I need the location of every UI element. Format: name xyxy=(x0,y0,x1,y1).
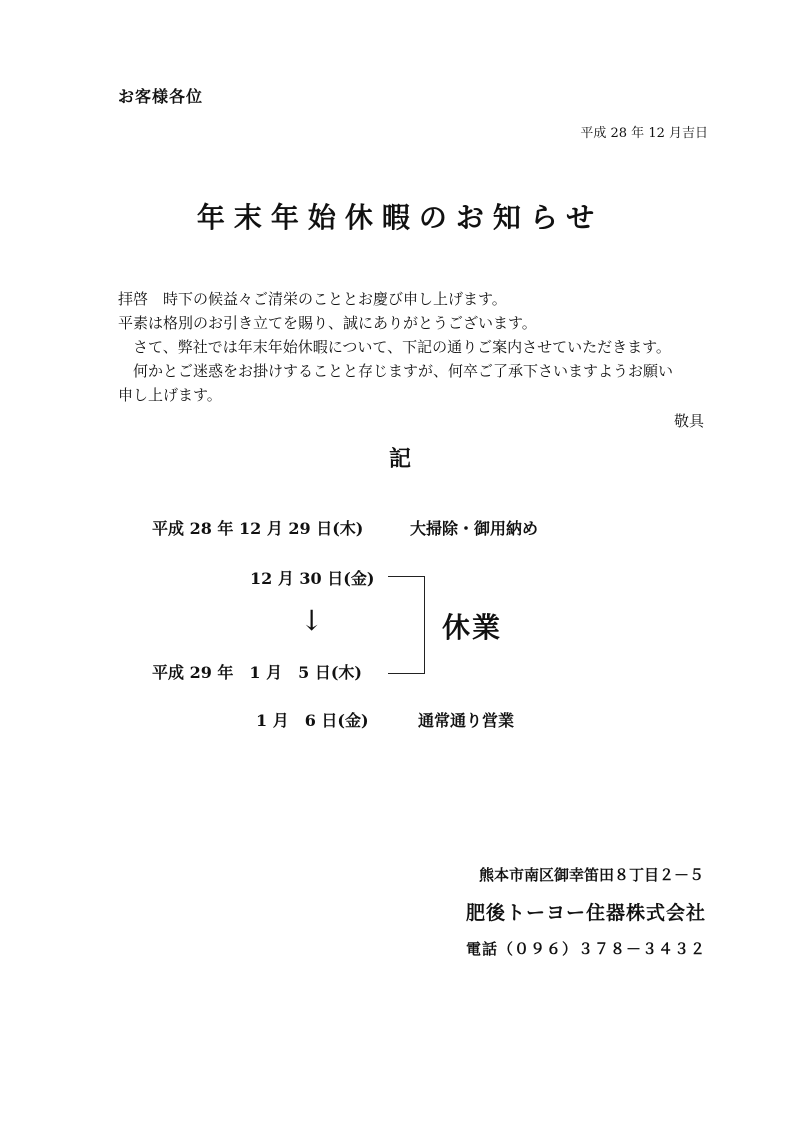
company-name: 肥後トーヨー住器株式会社 xyxy=(465,902,706,924)
body-line: 申し上げます。 xyxy=(118,386,222,404)
notice-title: 年末年始休暇のお知らせ xyxy=(196,201,604,234)
schedule-date-1: 平成 28 年 12 月 29 日(木) xyxy=(152,519,364,538)
body-line: さて、弊社では年末年始休暇について、下記の通りご案内させていただきます。 xyxy=(118,338,671,356)
company-phone: 電話（０９６）３７８－３４３２ xyxy=(465,940,706,958)
closed-start-date: 12 月 30 日(金) xyxy=(250,569,375,588)
reopen-event: 通常通り営業 xyxy=(418,711,515,730)
body-line: 何かとご迷惑をお掛けすることと存じますが、何卒ご了承下さいますようお願い xyxy=(118,362,674,380)
body-line: 平素は格別のお引き立てを賜り、誠にありがとうございます。 xyxy=(118,314,537,332)
issue-date: 平成 28 年 12 月吉日 xyxy=(580,126,708,141)
closing-word: 敬具 xyxy=(673,412,704,430)
closed-label: 休業 xyxy=(442,611,503,644)
company-address: 熊本市南区御幸笛田８丁目２－５ xyxy=(478,866,704,884)
reopen-date: 1 月 6 日(金) xyxy=(256,711,369,730)
body-text xyxy=(118,287,673,407)
ki-heading: 記 xyxy=(388,446,411,472)
closed-period-bracket xyxy=(388,576,425,674)
closed-end-date: 平成 29 年 1 月 5 日(木) xyxy=(152,663,362,682)
schedule-event-1: 大掃除・御用納め xyxy=(410,519,539,538)
body-line: 拝啓 時下の候益々ご清栄のこととお慶び申し上げます。 xyxy=(118,290,507,308)
addressee: お客様各位 xyxy=(118,87,204,106)
down-arrow-icon: ↓ xyxy=(300,604,324,637)
